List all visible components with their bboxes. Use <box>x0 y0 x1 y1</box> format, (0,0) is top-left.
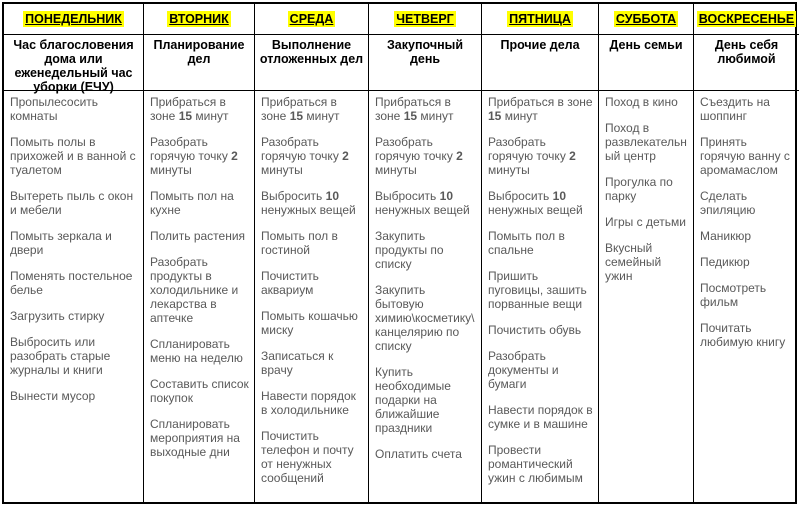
task-item: Записаться к врачу <box>261 349 334 377</box>
day-subtitle-cell-wednesday: Выполнение отложенных дел <box>255 35 368 91</box>
task-item: Почистить аквариум <box>261 269 319 297</box>
task-item: Посмотреть фильм <box>700 281 767 309</box>
task-item: Оплатить счета <box>375 447 462 461</box>
day-subtitle-cell-monday: Час благословения дома или еженедельный час уборки (ЕЧУ) <box>4 35 143 91</box>
day-header-cell-tuesday <box>144 4 254 35</box>
day-column-tuesday <box>144 4 255 502</box>
task-item: Помыть кошачью миску <box>261 309 358 337</box>
task-item: Поменять постельное белье <box>10 269 133 297</box>
task-item: Разобрать документы и бумаги <box>488 349 559 391</box>
task-item: Сделать эпиляцию <box>700 189 756 217</box>
day-header-cell-sunday <box>694 4 799 35</box>
task-item: Вкусный семейный ужин <box>605 241 662 283</box>
task-item: Выбросить 10 ненужных вещей <box>261 189 356 217</box>
task-item: Составить список покупок <box>150 377 249 405</box>
schedule-table <box>2 2 797 504</box>
day-header-cell-saturday <box>599 4 693 35</box>
task-item: Разобрать горячую точку 2 минуты <box>375 135 463 177</box>
day-name-highlight: ЧЕТВЕРГ <box>396 12 454 26</box>
day-subtitle-cell-sunday: День себя любимой <box>694 35 799 91</box>
day-subtitle-cell-thursday: Закупочный день <box>369 35 481 91</box>
task-item: Разобрать горячую точку 2 минуты <box>150 135 238 177</box>
day-column-friday <box>482 4 599 502</box>
task-item: Игры с детьми <box>605 215 686 229</box>
task-item: Помыть зеркала и двери <box>10 229 112 257</box>
task-item: Вынести мусор <box>10 389 96 403</box>
task-item: Спланировать меню на неделю <box>150 337 243 365</box>
day-tasks-cell-monday <box>4 91 143 502</box>
day-header-cell-monday <box>4 4 143 35</box>
task-item: Съездить на шоппинг <box>700 95 770 123</box>
day-column-monday <box>4 4 144 502</box>
task-item: Помыть пол в спальне <box>488 229 565 257</box>
task-item: Загрузить стирку <box>10 309 105 323</box>
task-item: Прибраться в зоне 15 минут <box>375 95 454 123</box>
day-name-highlight: ПЯТНИЦА <box>509 12 571 26</box>
task-item: Полить растения <box>150 229 246 243</box>
day-name-highlight: ВТОРНИК <box>169 12 229 26</box>
day-name-highlight: СРЕДА <box>289 12 334 26</box>
day-subtitle-cell-tuesday: Планирование дел <box>144 35 254 91</box>
day-tasks-cell-tuesday <box>144 91 254 502</box>
task-item: Прибраться в зоне 15 минут <box>488 95 593 123</box>
task-item: Закупить продукты по списку <box>375 229 444 271</box>
task-item: Выбросить 10 ненужных вещей <box>488 189 583 217</box>
task-item: Навести порядок в сумке и в машине <box>488 403 593 431</box>
task-item: Помыть пол на кухне <box>150 189 234 217</box>
day-tasks-cell-wednesday <box>255 91 368 502</box>
day-tasks-cell-saturday <box>599 91 693 502</box>
day-column-saturday <box>599 4 694 502</box>
task-item: Купить необходимые подарки на ближайшие праздники <box>375 365 451 435</box>
task-item: Пропылесосить комнаты <box>10 95 99 123</box>
task-item: Закупить бытовую химию\косметику\канцелярию по списку <box>375 283 475 353</box>
day-header-cell-friday <box>482 4 598 35</box>
day-name-highlight: ВОСКРЕСЕНЬЕ <box>698 12 795 26</box>
task-item: Спланировать мероприятия на выходные дни <box>150 417 240 459</box>
task-item: Помыть полы в прихожей и в ванной с туалетом <box>10 135 136 177</box>
task-item: Помыть пол в гостиной <box>261 229 338 257</box>
day-tasks-cell-thursday <box>369 91 481 502</box>
task-item: Прогулка по парку <box>605 175 673 203</box>
task-item: Почитать любимую книгу <box>700 321 786 349</box>
day-column-sunday <box>694 4 799 502</box>
task-item: Принять горячую ванну с аромамаслом <box>700 135 790 177</box>
task-item: Разобрать продукты в холодильнике и лекарства в аптечке <box>150 255 239 325</box>
task-item: Поход в развлекательный центр <box>605 121 687 163</box>
task-item: Педикюр <box>700 255 750 269</box>
task-item: Маникюр <box>700 229 752 243</box>
task-item: Пришить пуговицы, зашить порванные вещи <box>488 269 587 311</box>
task-item: Навести порядок в холодильнике <box>261 389 356 417</box>
task-item: Почистить телефон и почту от ненужных сообщений <box>261 429 354 485</box>
day-name-highlight: СУББОТА <box>615 12 677 26</box>
task-item: Провести романтический ужин с любимым <box>488 443 583 485</box>
task-item: Почистить обувь <box>488 323 582 337</box>
task-item: Выбросить или разобрать старые журналы и книги <box>10 335 111 377</box>
day-tasks-cell-friday <box>482 91 598 502</box>
day-name-highlight: ПОНЕДЕЛЬНИК <box>25 12 122 26</box>
task-item: Прибраться в зоне 15 минут <box>150 95 229 123</box>
task-item: Разобрать горячую точку 2 минуты <box>261 135 349 177</box>
day-tasks-cell-sunday <box>694 91 799 502</box>
day-subtitle-cell-friday: Прочие дела <box>482 35 598 91</box>
day-column-wednesday <box>255 4 369 502</box>
task-item: Разобрать горячую точку 2 минуты <box>488 135 576 177</box>
task-item: Выбросить 10 ненужных вещей <box>375 189 470 217</box>
day-column-thursday <box>369 4 482 502</box>
task-item: Поход в кино <box>605 95 678 109</box>
day-subtitle-cell-saturday: День семьи <box>599 35 693 91</box>
day-header-cell-thursday <box>369 4 481 35</box>
task-item: Вытереть пыль с окон и мебели <box>10 189 134 217</box>
day-header-cell-wednesday <box>255 4 368 35</box>
task-item: Прибраться в зоне 15 минут <box>261 95 340 123</box>
